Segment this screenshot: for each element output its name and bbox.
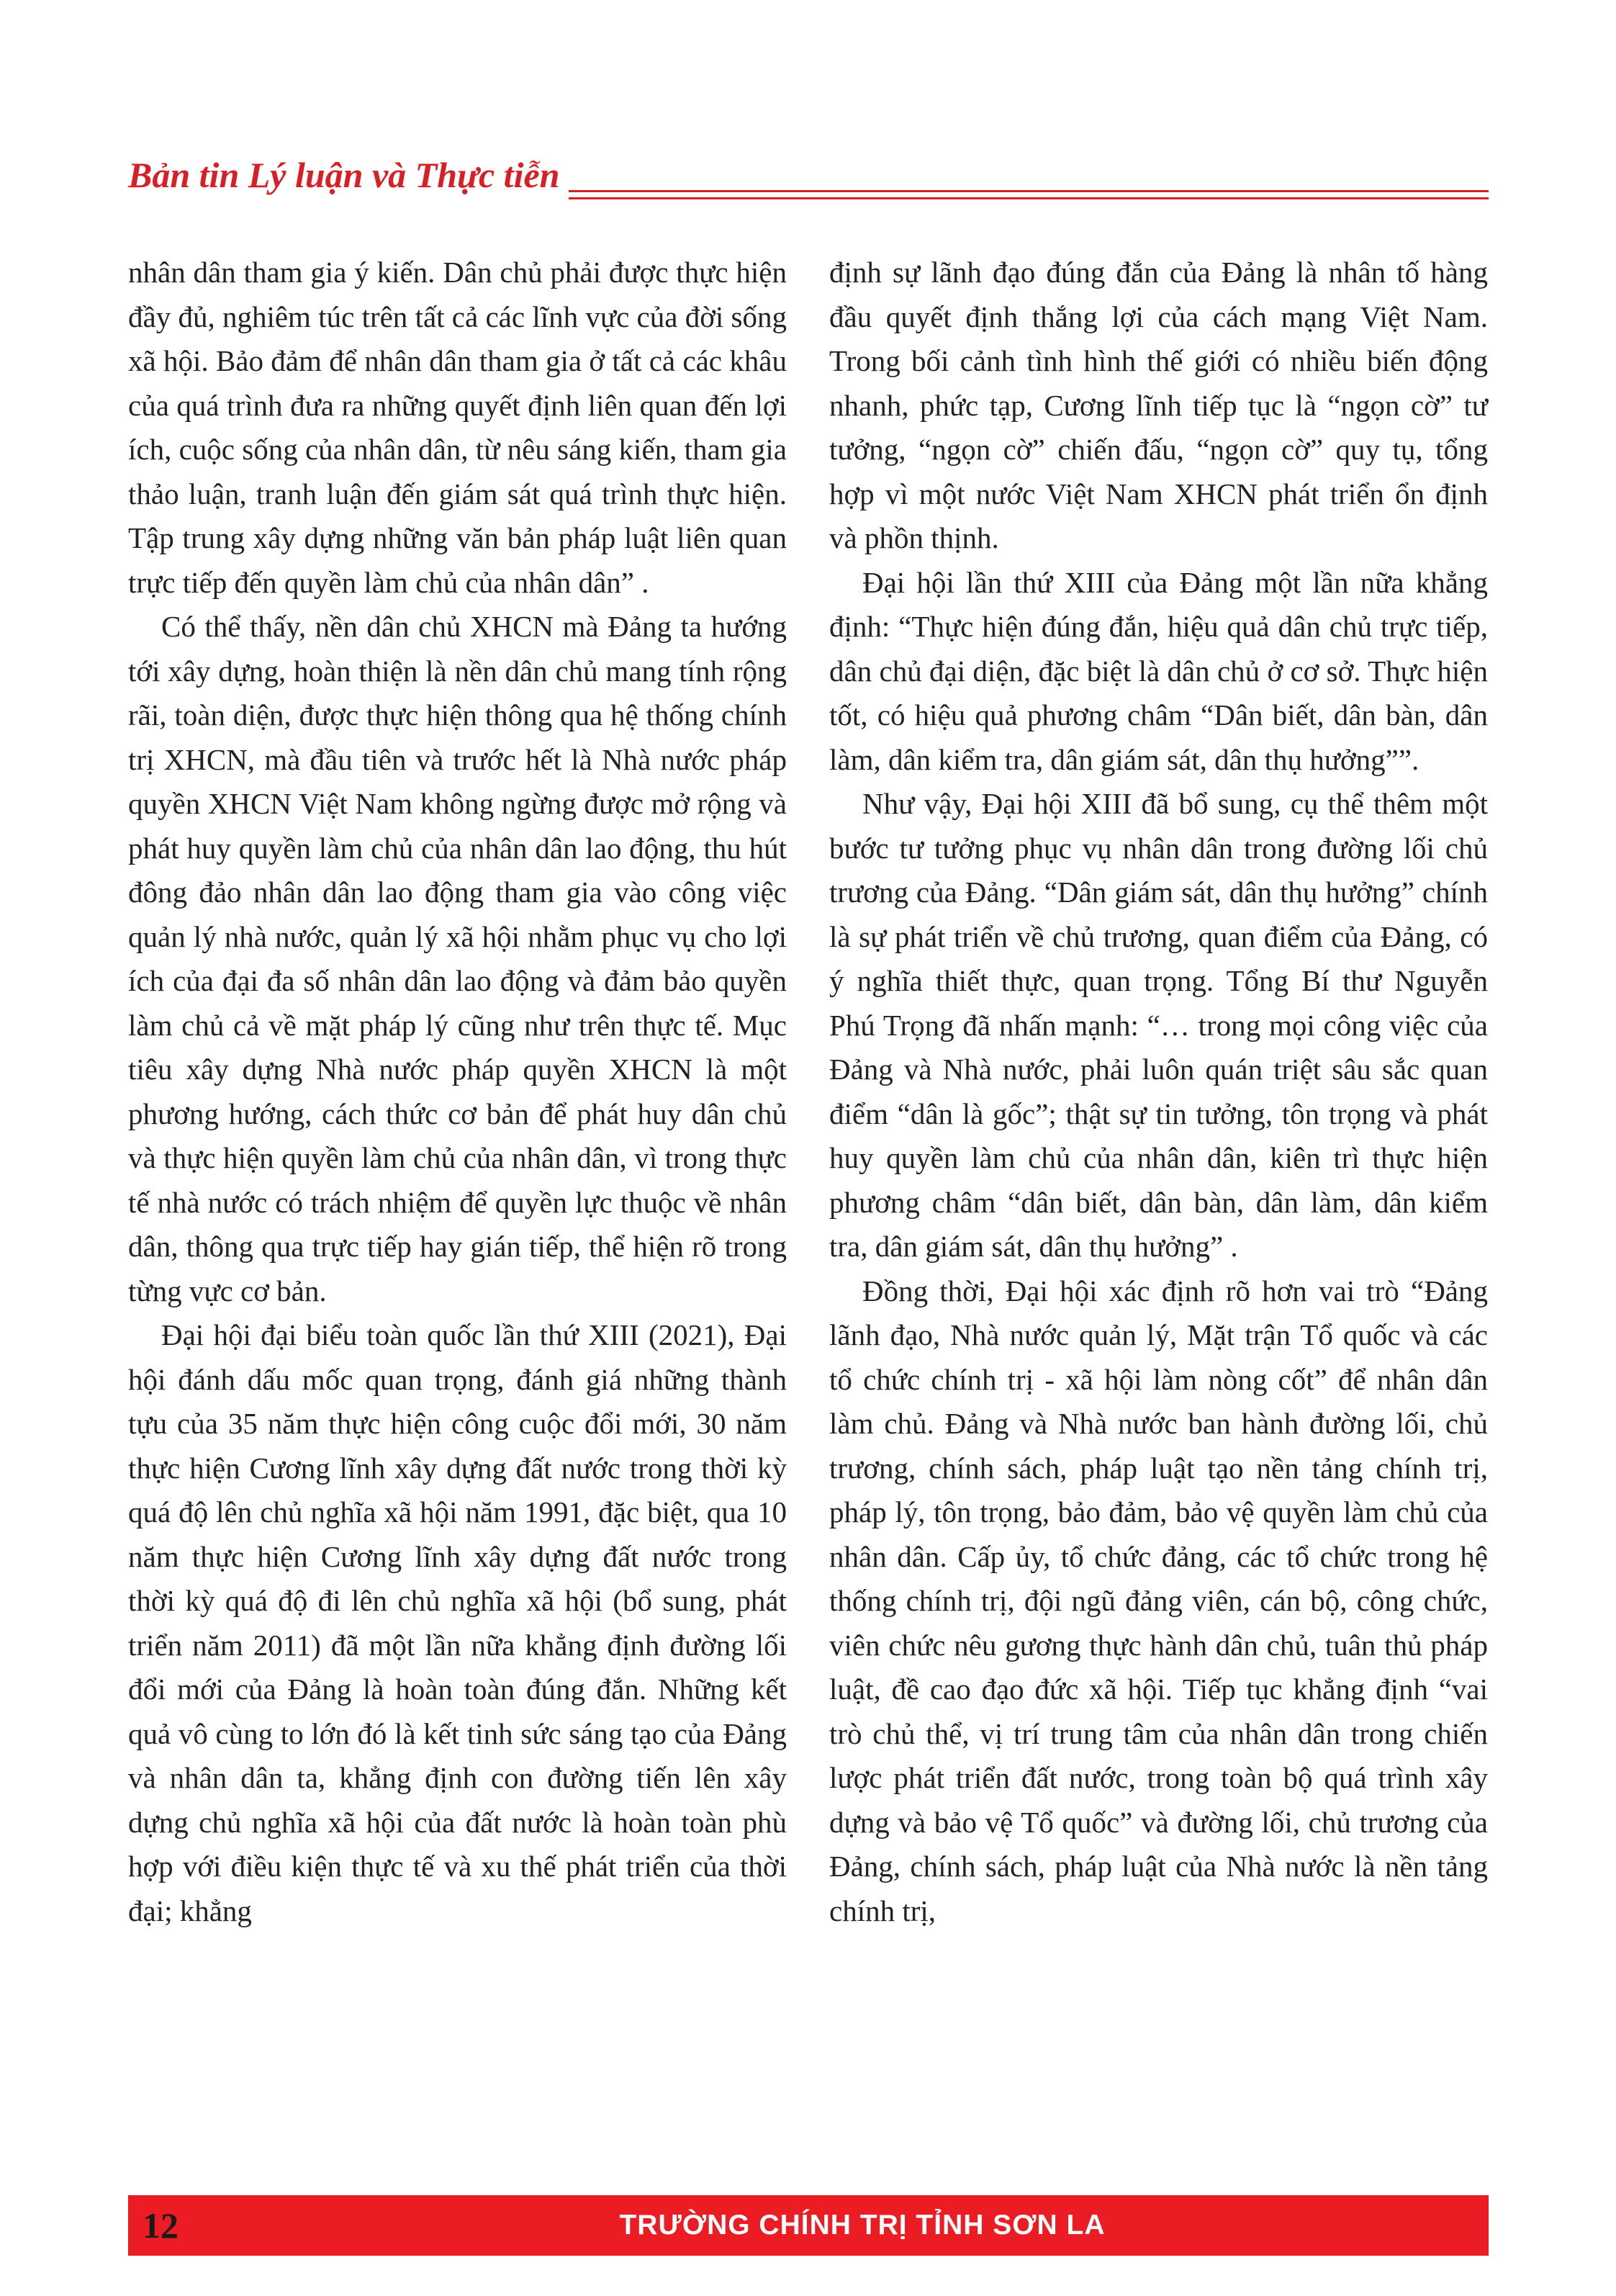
right-column [829,251,1488,1933]
paragraph: định sự lãnh đạo đúng đắn của Đảng là nhân tố hàng đầu quyết định thắng lợi của cách mạng Việt Nam. Trong bối cảnh tình hình thế giới có nhiều biến động nhanh, phức tạp, Cương lĩnh tiếp tục là “ngọn cờ” tư tưởng, “ngọn cờ” chiến đấu, “ngọn cờ” quy tụ, tổng hợp vì một nước Việt Nam XHCN phát triển ổn định và phồn thịnh. [829,256,1488,554]
page-number: 12 [143,2205,179,2246]
page-footer [128,2195,1489,2256]
left-column [128,251,787,1933]
paragraph: Đại hội lần thứ XIII của Đảng một lần nữa khẳng định: “Thực hiện đúng đắn, hiệu quả dân chủ trực tiếp, dân chủ đại diện, đặc biệt là dân chủ ở cơ sở. Thực hiện tốt, có hiệu quả phương châm “Dân biết, dân bàn, dân làm, dân kiểm tra, dân giám sát, dân thụ hưởng””. [829,565,1488,776]
paragraph: Như vậy, Đại hội XIII đã bổ sung, cụ thể thêm một bước tư tưởng phục vụ nhân dân trong đường lối chủ trương của Đảng. “Dân giám sát, dân thụ hưởng” chính là sự phát triển về chủ trương, quan điểm của Đảng, có ý nghĩa thiết thực, quan trọng. Tổng Bí thư Nguyễn Phú Trọng đã nhấn mạnh: “… trong mọi công việc của Đảng và Nhà nước, phải luôn quán triệt sâu sắc quan điểm “dân là gốc”; thật sự tin tưởng, tôn trọng và phát huy quyền làm chủ của nhân dân, kiên trì thực hiện phương châm “dân biết, dân bàn, dân làm, dân kiểm tra, dân giám sát, dân thụ hưởng” . [829,787,1488,1263]
page-header [128,157,1489,207]
header-rule-top [569,190,1489,192]
paragraph: nhân dân tham gia ý kiến. Dân chủ phải được thực hiện đầy đủ, nghiêm túc trên tất cả các lĩnh vực của đời sống xã hội. Bảo đảm để nhân dân tham gia ở tất cả các khâu của quá trình đưa ra những quyết định liên quan đến lợi ích, cuộc sống của nhân dân, từ nêu sáng kiến, tham gia thảo luận, tranh luận đến giám sát quá trình thực hiện. Tập trung xây dựng những văn bản pháp luật liên quan trực tiếp đến quyền làm chủ của nhân dân” . [128,256,787,599]
paragraph: Có thể thấy, nền dân chủ XHCN mà Đảng ta hướng tới xây dựng, hoàn thiện là nền dân chủ mang tính rộng rãi, toàn diện, được thực hiện thông qua hệ thống chính trị XHCN, mà đầu tiên và trước hết là Nhà nước pháp quyền XHCN Việt Nam không ngừng được mở rộng và phát huy quyền làm chủ của nhân dân lao động, thu hút đông đảo nhân dân lao động tham gia vào công việc quản lý nhà nước, quản lý xã hội nhằm phục vụ cho lợi ích của đại đa số nhân dân lao động và đảm bảo quyền làm chủ cả về mặt pháp lý cũng như trên thực tế. Mục tiêu xây dựng Nhà nước pháp quyền XHCN là một phương hướng, cách thức cơ bản để phát huy dân chủ và thực hiện quyền làm chủ của nhân dân, vì trong thực tế nhà nước có trách nhiệm để quyền lực thuộc về nhân dân, thông qua trực tiếp hay gián tiếp, thể hiện rõ trong từng vực cơ bản. [128,610,787,1307]
paragraph: Đại hội đại biểu toàn quốc lần thứ XIII (2021), Đại hội đánh dấu mốc quan trọng, đánh giá những thành tựu của 35 năm thực hiện công cuộc đổi mới, 30 năm thực hiện Cương lĩnh xây dựng đất nước trong thời kỳ quá độ lên chủ nghĩa xã hội năm 1991, đặc biệt, qua 10 năm thực hiện Cương lĩnh xây dựng đất nước trong thời kỳ quá độ đi lên chủ nghĩa xã hội (bổ sung, phát triển năm 2011) đã một lần nữa khẳng định đường lối đổi mới của Đảng là hoàn toàn đúng đắn. Những kết quả vô cùng to lớn đó là kết tinh sức sáng tạo của Đảng và nhân dân ta, khẳng định con đường tiến lên xây dựng chủ nghĩa xã hội của đất nước là hoàn toàn phù hợp với điều kiện thực tế và xu thế phát triển của thời đại; khẳng [128,1318,787,1927]
paragraph: Đồng thời, Đại hội xác định rõ hơn vai trò “Đảng lãnh đạo, Nhà nước quản lý, Mặt trận Tổ quốc và các tổ chức chính trị - xã hội làm nòng cốt” để nhân dân làm chủ. Đảng và Nhà nước ban hành đường lối, chủ trương, chính sách, pháp luật tạo nền tảng chính trị, pháp lý, tôn trọng, bảo đảm, bảo vệ quyền làm chủ của nhân dân. Cấp ủy, tổ chức đảng, các tổ chức trong hệ thống chính trị, đội ngũ đảng viên, cán bộ, công chức, viên chức nêu gương thực hành dân chủ, tuân thủ pháp luật, đề cao đạo đức xã hội. Tiếp tục khẳng định “vai trò chủ thể, vị trí trung tâm của nhân dân trong chiến lược phát triển đất nước, trong toàn bộ quá trình xây dựng và bảo vệ Tổ quốc” và đường lối, chủ trương của Đảng, chính sách, pháp luật của Nhà nước là nền tảng chính trị, [829,1274,1488,1927]
publisher-name: TRƯỜNG CHÍNH TRỊ TỈNH SƠN LA [619,2210,1106,2241]
bulletin-title: Bản tin Lý luận và Thực tiễn [128,155,560,195]
header-rule-bottom [569,197,1489,199]
